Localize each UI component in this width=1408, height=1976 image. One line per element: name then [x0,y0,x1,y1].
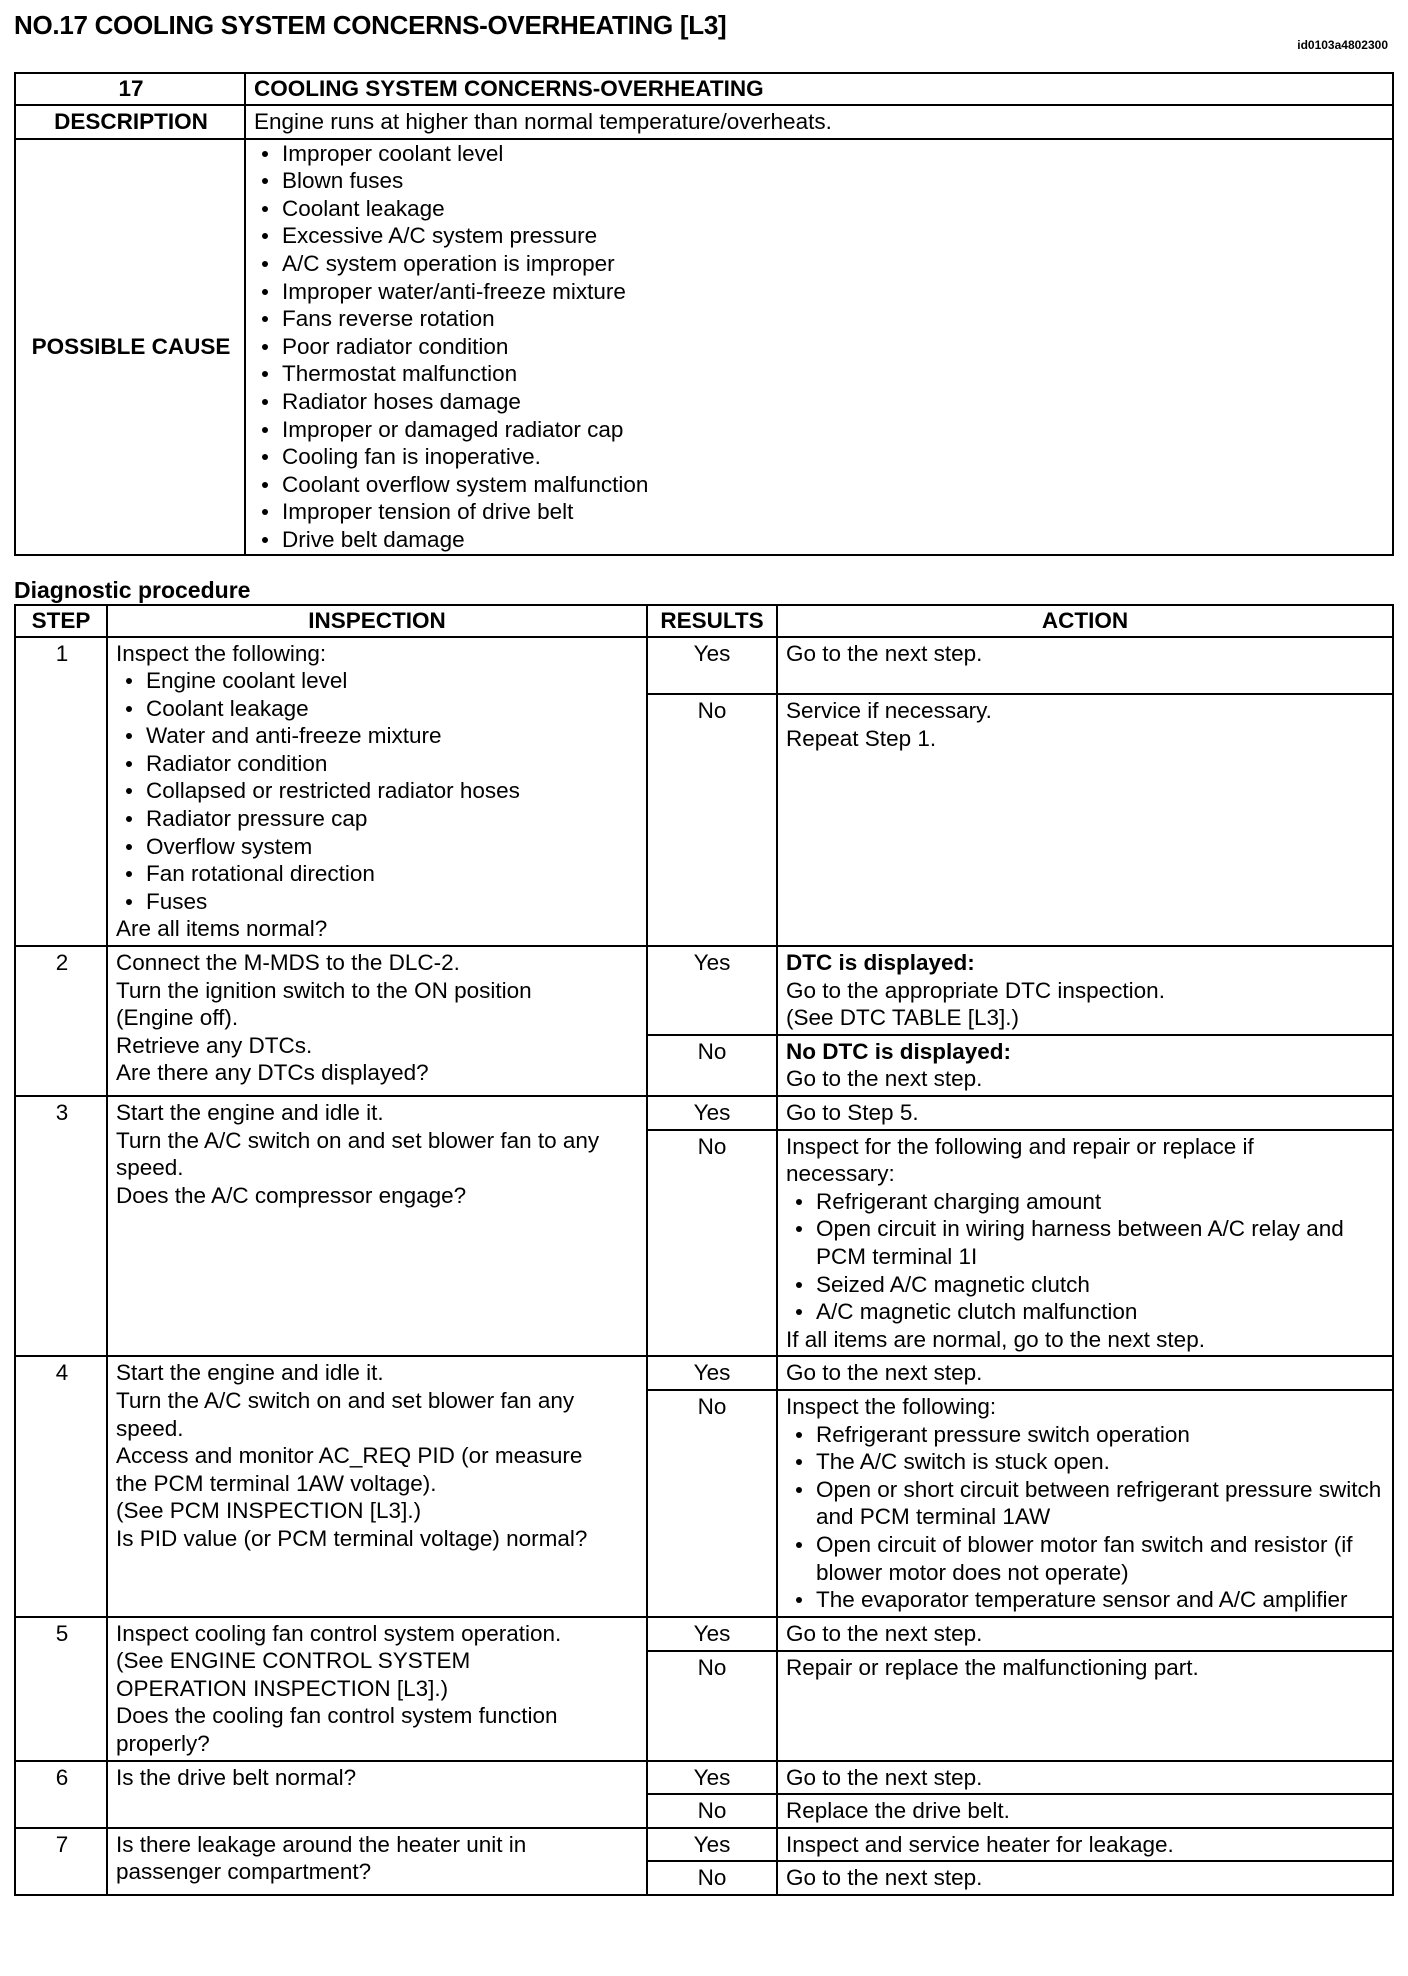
cause-item: Excessive A/C system pressure [252,222,1386,250]
inspection-line: Retrieve any DTCs. [116,1032,313,1058]
concern-name: COOLING SYSTEM CONCERNS-OVERHEATING [245,73,1393,105]
action-item-list [786,1421,1386,1614]
cause-item: Poor radiator condition [252,333,1386,361]
cause-item: Cooling fan is inoperative. [252,443,1386,471]
inspection-line: Is the drive belt normal? [116,1764,357,1790]
description-text: Engine runs at higher than normal temperature/overheats. [245,105,1393,139]
action-line: Go to the appropriate DTC inspection. [786,977,1165,1003]
action-yes [777,946,1393,1035]
inspection-line: Turn the ignition switch to the ON position [116,977,532,1003]
diagnostic-procedure-table [14,604,1394,1897]
inspection-line: (See PCM INSPECTION [L3].) [116,1498,422,1524]
inspection-line: Turn the A/C switch on and set blower fan to any [116,1127,600,1153]
diagnostic-procedure-title: Diagnostic procedure [14,576,251,603]
action-line: necessary: [786,1161,895,1187]
step-row-5 [15,1617,1393,1651]
result-no: No [647,1130,777,1357]
step-inspection [107,946,647,1096]
result-no: No [647,1794,777,1828]
inspection-column-header: INSPECTION [107,605,647,637]
inspection-line: Access and monitor AC_REQ PID (or measure [116,1443,583,1469]
action-item: The evaporator temperature sensor and A/C amplifier [786,1586,1386,1614]
results-column-header: RESULTS [647,605,777,637]
cause-item: Blown fuses [252,167,1386,195]
cause-item: Coolant overflow system malfunction [252,471,1386,499]
step-row-7 [15,1828,1393,1862]
action-yes: Inspect and service heater for leakage. [777,1828,1393,1862]
result-yes: Yes [647,1096,777,1130]
action-yes: Go to the next step. [777,1356,1393,1390]
action-item: Open circuit of blower motor fan switch and resistor (if blower motor does not operate) [786,1531,1386,1586]
action-line: Inspect the following: [786,1393,997,1419]
action-line: Service if necessary. [786,698,992,724]
inspection-line: Inspect the following: [116,640,327,666]
step-inspection [107,1096,647,1356]
action-no [777,694,1393,946]
inspection-line: Turn the A/C switch on and set blower fan any [116,1387,575,1413]
action-item: Seized A/C magnetic clutch [786,1271,1386,1299]
step-inspection [107,1617,647,1761]
document-id: id0103a4802300 [1297,38,1388,52]
step-row-4 [15,1356,1393,1390]
inspection-item: Fuses [116,888,640,916]
inspection-item: Overflow system [116,833,640,861]
action-no [777,1130,1393,1357]
inspection-line: (See ENGINE CONTROL SYSTEM [116,1648,471,1674]
step-number: 7 [15,1828,107,1895]
inspection-line: Start the engine and idle it. [116,1100,384,1125]
step-number: 4 [15,1356,107,1616]
step-inspection [107,1828,647,1895]
inspection-line: Start the engine and idle it. [116,1360,384,1386]
step-inspection [107,1761,647,1828]
inspection-line: (Engine off). [116,1005,239,1031]
cause-item: Drive belt damage [252,526,1386,554]
action-item: The A/C switch is stuck open. [786,1448,1386,1476]
action-column-header: ACTION [777,605,1393,637]
possible-cause-list [252,140,1386,554]
concern-number: 17 [15,73,245,105]
action-yes: Go to the next step. [777,1761,1393,1795]
step-row-1 [15,637,1393,695]
action-item: Open circuit in wiring harness between A/C relay and PCM terminal 1I [786,1215,1386,1270]
cause-item: Fans reverse rotation [252,305,1386,333]
step-inspection [107,637,647,947]
inspection-item: Engine coolant level [116,667,640,695]
result-yes: Yes [647,946,777,1035]
action-yes: Go to the next step. [777,637,1393,695]
inspection-line: speed. [116,1155,184,1181]
step-row-6 [15,1761,1393,1795]
cause-item: Thermostat malfunction [252,360,1386,388]
cause-item: Coolant leakage [252,195,1386,223]
inspection-item: Water and anti-freeze mixture [116,722,640,750]
inspection-line: Inspect cooling fan control system operation. [116,1620,562,1646]
inspection-line: Does the A/C compressor engage? [116,1182,467,1208]
action-line: Repeat Step 1. [786,725,937,751]
action-no: Replace the drive belt. [777,1794,1393,1828]
page-title: NO.17 COOLING SYSTEM CONCERNS-OVERHEATING [L3] [14,10,727,40]
result-yes: Yes [647,637,777,695]
step-inspection [107,1356,647,1616]
possible-cause-label: POSSIBLE CAUSE [15,139,245,555]
procedure-header-row [15,605,1393,637]
inspection-item: Radiator condition [116,750,640,778]
inspection-line: OPERATION INSPECTION [L3].) [116,1675,449,1701]
action-no: Repair or replace the malfunctioning part. [777,1651,1393,1761]
document-page [14,8,1394,1896]
inspection-line: speed. [116,1415,184,1441]
description-label: DESCRIPTION [15,105,245,139]
action-line: (See DTC TABLE [L3].) [786,1005,1019,1031]
action-item-list [786,1188,1386,1326]
possible-cause-row [15,139,1393,555]
step-number: 2 [15,946,107,1096]
result-yes: Yes [647,1761,777,1795]
possible-cause-cell [245,139,1393,555]
action-yes: Go to the next step. [777,1617,1393,1651]
inspection-line: Does the cooling fan control system function [116,1703,558,1729]
concern-summary-table [14,72,1394,556]
action-line: If all items are normal, go to the next step. [786,1326,1205,1352]
inspection-item: Collapsed or restricted radiator hoses [116,777,640,805]
step-row-3 [15,1096,1393,1130]
action-yes: Go to Step 5. [777,1096,1393,1130]
result-yes: Yes [647,1617,777,1651]
inspection-line: the PCM terminal 1AW voltage). [116,1470,437,1496]
summary-header-row [15,73,1393,105]
action-heading: No DTC is displayed: [786,1038,1012,1064]
action-no [777,1390,1393,1617]
cause-item: Improper water/anti-freeze mixture [252,278,1386,306]
action-item: Refrigerant pressure switch operation [786,1421,1386,1449]
step-column-header: STEP [15,605,107,637]
cause-item: A/C system operation is improper [252,250,1386,278]
action-line: Go to the next step. [786,1066,983,1092]
result-yes: Yes [647,1828,777,1862]
inspection-item: Fan rotational direction [116,860,640,888]
cause-item: Radiator hoses damage [252,388,1386,416]
result-no: No [647,1035,777,1096]
result-no: No [647,1651,777,1761]
result-yes: Yes [647,1356,777,1390]
action-no [777,1035,1393,1096]
inspection-line: passenger compartment? [116,1859,372,1885]
inspection-item: Radiator pressure cap [116,805,640,833]
cause-item: Improper coolant level [252,140,1386,168]
action-no: Go to the next step. [777,1861,1393,1895]
step-number: 1 [15,637,107,947]
step-number: 5 [15,1617,107,1761]
inspection-line: Are there any DTCs displayed? [116,1060,429,1086]
inspection-line: properly? [116,1731,210,1757]
action-item: Open or short circuit between refrigerant pressure switch and PCM terminal 1AW [786,1476,1386,1531]
inspection-line: Is PID value (or PCM terminal voltage) normal? [116,1525,588,1551]
cause-item: Improper tension of drive belt [252,498,1386,526]
step-number: 3 [15,1096,107,1356]
inspection-item-list [116,667,640,915]
inspection-item: Coolant leakage [116,695,640,723]
result-no: No [647,694,777,946]
result-no: No [647,1390,777,1617]
action-item: A/C magnetic clutch malfunction [786,1298,1386,1326]
cause-item: Improper or damaged radiator cap [252,416,1386,444]
step-row-2 [15,946,1393,1035]
step-number: 6 [15,1761,107,1828]
action-item: Refrigerant charging amount [786,1188,1386,1216]
description-row [15,105,1393,139]
result-no: No [647,1861,777,1895]
action-line: Inspect for the following and repair or replace if [786,1133,1254,1159]
inspection-question: Are all items normal? [116,916,328,942]
inspection-line: Is there leakage around the heater unit in [116,1831,527,1857]
action-heading: DTC is displayed: [786,950,975,976]
inspection-line: Connect the M-MDS to the DLC-2. [116,950,460,976]
